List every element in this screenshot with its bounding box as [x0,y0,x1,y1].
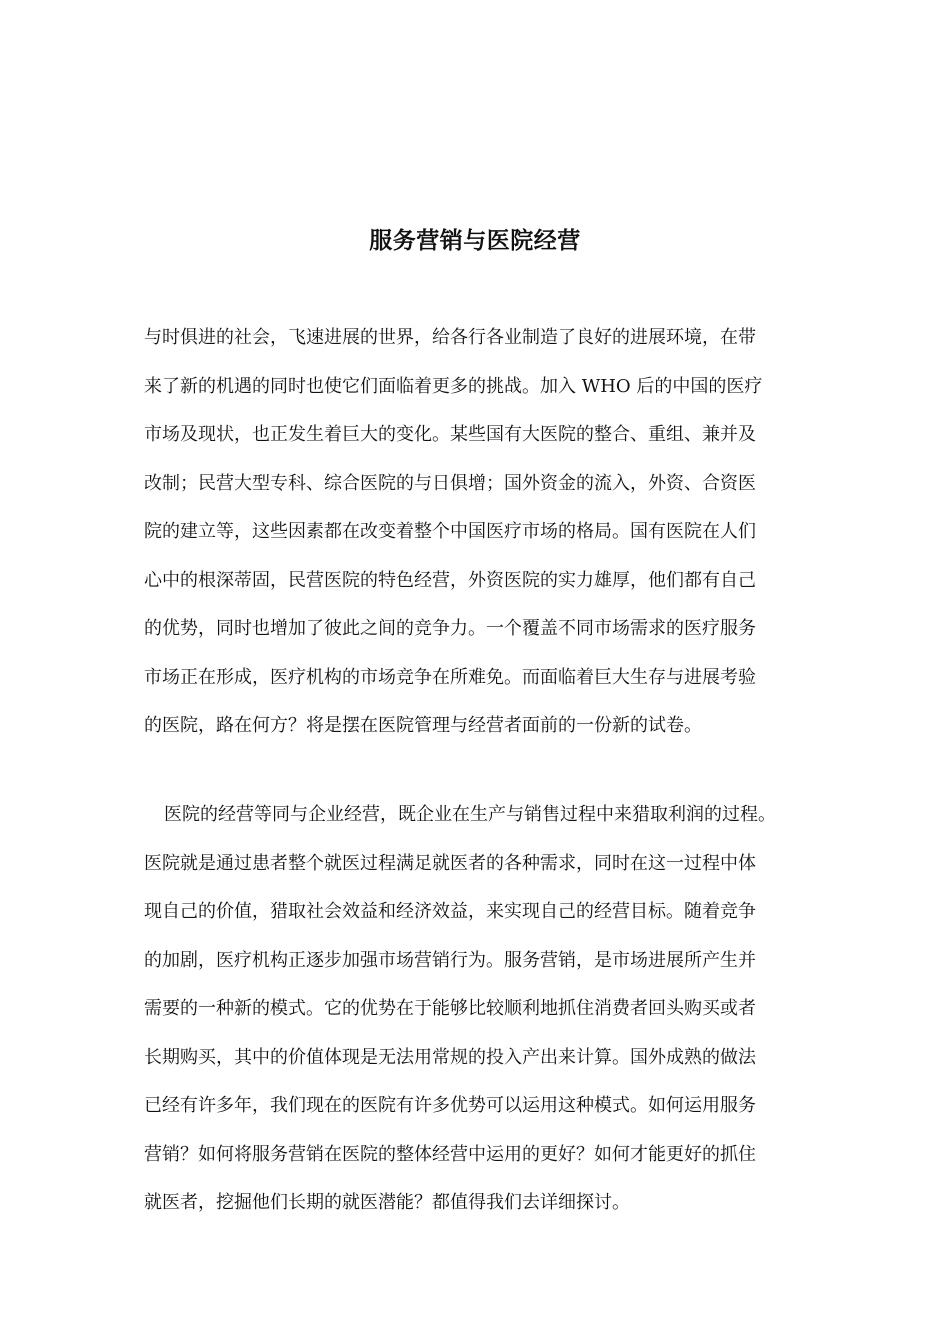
paragraph-line: 的医院，路在何方？将是摆在医院管理与经营者面前的一份新的试卷。 [144,715,702,736]
paragraph-line: 院的建立等，这些因素都在改变着整个中国医疗市场的格局。国有医院在人们 [144,521,756,542]
paragraph-line: 医院的经营等同与企业经营，既企业在生产与销售过程中来猎取利润的过程。 [164,804,776,825]
paragraph-line: 就医者，挖掘他们长期的就医潜能？都值得我们去详细探讨。 [144,1192,630,1213]
paragraph-line: 现自己的价值，猎取社会效益和经济效益，来实现自己的经营目标。随着竞争 [144,901,756,922]
paragraph-line: 市场正在形成，医疗机构的市场竞争在所难免。而面临着巨大生存与进展考验 [144,666,756,688]
paragraph-2 [144,791,824,1228]
paragraph-1 [144,314,824,751]
paragraph-line: 改制；民营大型专科、综合医院的与日俱增；国外资金的流入，外资、合资医 [144,472,756,494]
paragraph-line: 市场及现状，也正发生着巨大的变化。某些国有大医院的整合、重组、兼并及 [144,424,756,445]
paragraph-line: 营销？如何将服务营销在医院的整体经营中运用的更好？如何才能更好的抓住 [144,1143,756,1165]
paragraph-line: 需要的一种新的模式。它的优势在于能够比较顺利地抓住消费者回头购买或者 [144,998,756,1019]
paragraph-line: 医院就是通过患者整个就医过程满足就医者的各种需求，同时在这一过程中体 [144,852,756,874]
paragraph-line: 心中的根深蒂固，民营医院的特色经营，外资医院的实力雄厚，他们都有自己 [144,569,756,591]
paragraph-line: 的加剧，医疗机构正逐步加强市场营销行为。服务营销，是市场进展所产生并 [144,949,756,971]
document-title: 服务营销与医院经营 [369,227,581,254]
paragraph-line: 已经有许多年，我们现在的医院有许多优势可以运用这种模式。如何运用服务 [144,1095,756,1116]
paragraph-line: 与时俱进的社会，飞速进展的世界，给各行各业制造了良好的进展环境，在带 [144,327,756,348]
paragraph-line: 长期购买，其中的价值体现是无法用常规的投入产出来计算。国外成熟的做法 [144,1046,756,1068]
paragraph-line: 的优势，同时也增加了彼此之间的竞争力。一个覆盖不同市场需求的医疗服务 [144,618,756,639]
paragraph-line: 来了新的机遇的同时也使它们面临着更多的挑战。加入 WHO 后的中国的医疗 [144,375,763,397]
